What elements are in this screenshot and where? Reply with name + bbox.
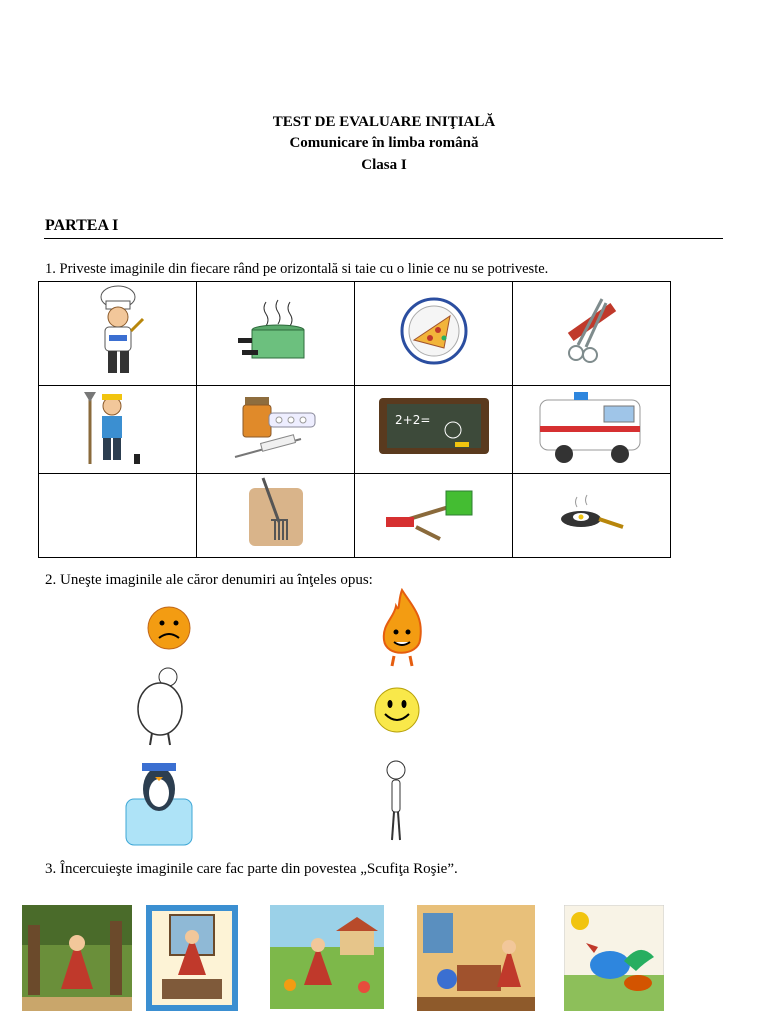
pizza-plate-icon: [398, 296, 470, 366]
exercise3-instruction: 3. Încercuieşte imaginile care fac parte din povestea „Scufiţa Roşie”.: [45, 861, 458, 877]
table-cell[interactable]: [513, 474, 671, 558]
table-cell[interactable]: [197, 386, 355, 474]
red-riding-hood-village-icon[interactable]: [270, 905, 384, 1009]
frozen-penguin-icon[interactable]: [122, 755, 196, 849]
table-cell[interactable]: [197, 282, 355, 386]
table-cell[interactable]: [197, 474, 355, 558]
exercise1-table: [38, 281, 671, 558]
exercise2-instruction: 2. Uneşte imaginile ale căror denumiri au înţeles opus:: [45, 572, 373, 588]
table-cell[interactable]: [39, 386, 197, 474]
table-cell[interactable]: [513, 282, 671, 386]
grade-label: Clasa I: [361, 157, 407, 173]
ambulance-icon: [534, 386, 650, 468]
gardener-icon: [78, 388, 158, 466]
page-title: TEST DE EVALUARE INIŢIALĂ: [272, 114, 496, 130]
comb-scissors-icon: [562, 295, 622, 367]
table-cell[interactable]: [513, 386, 671, 474]
table-cell-empty[interactable]: [39, 474, 197, 558]
heading-rule: [44, 238, 723, 239]
garden-fork-icon: [245, 476, 307, 550]
table-cell[interactable]: [39, 282, 197, 386]
part-heading: PARTEA I: [45, 217, 119, 234]
frying-pan-icon: [557, 493, 627, 533]
steaming-pot-icon: [236, 298, 316, 364]
red-riding-hood-kitchen-icon[interactable]: [417, 905, 535, 1011]
sad-face-icon[interactable]: [146, 605, 192, 651]
table-cell[interactable]: [355, 282, 513, 386]
exercise1-instruction: 1. Priveste imaginile din fiecare rând pe orizontală si taie cu o linie ce nu se potriveste.: [45, 261, 549, 277]
chef-icon: [83, 283, 153, 379]
svg-text:2+2=: 2+2=: [394, 413, 430, 427]
fat-man-icon[interactable]: [134, 665, 190, 747]
happy-face-icon[interactable]: [373, 686, 421, 734]
red-riding-hood-forest-icon[interactable]: [22, 905, 132, 1011]
chalkboard-icon: [375, 394, 493, 460]
medicine-syringe-icon: [231, 391, 321, 463]
table-cell[interactable]: [355, 474, 513, 558]
page-subtitle: Comunicare în limba română: [289, 135, 479, 151]
red-riding-hood-window-icon[interactable]: [146, 905, 238, 1011]
table-cell[interactable]: [355, 386, 513, 474]
rake-bucket-icon: [382, 483, 486, 543]
thin-man-icon[interactable]: [380, 758, 410, 844]
rooster-fox-icon[interactable]: [564, 905, 664, 1011]
fire-icon[interactable]: [378, 588, 426, 668]
